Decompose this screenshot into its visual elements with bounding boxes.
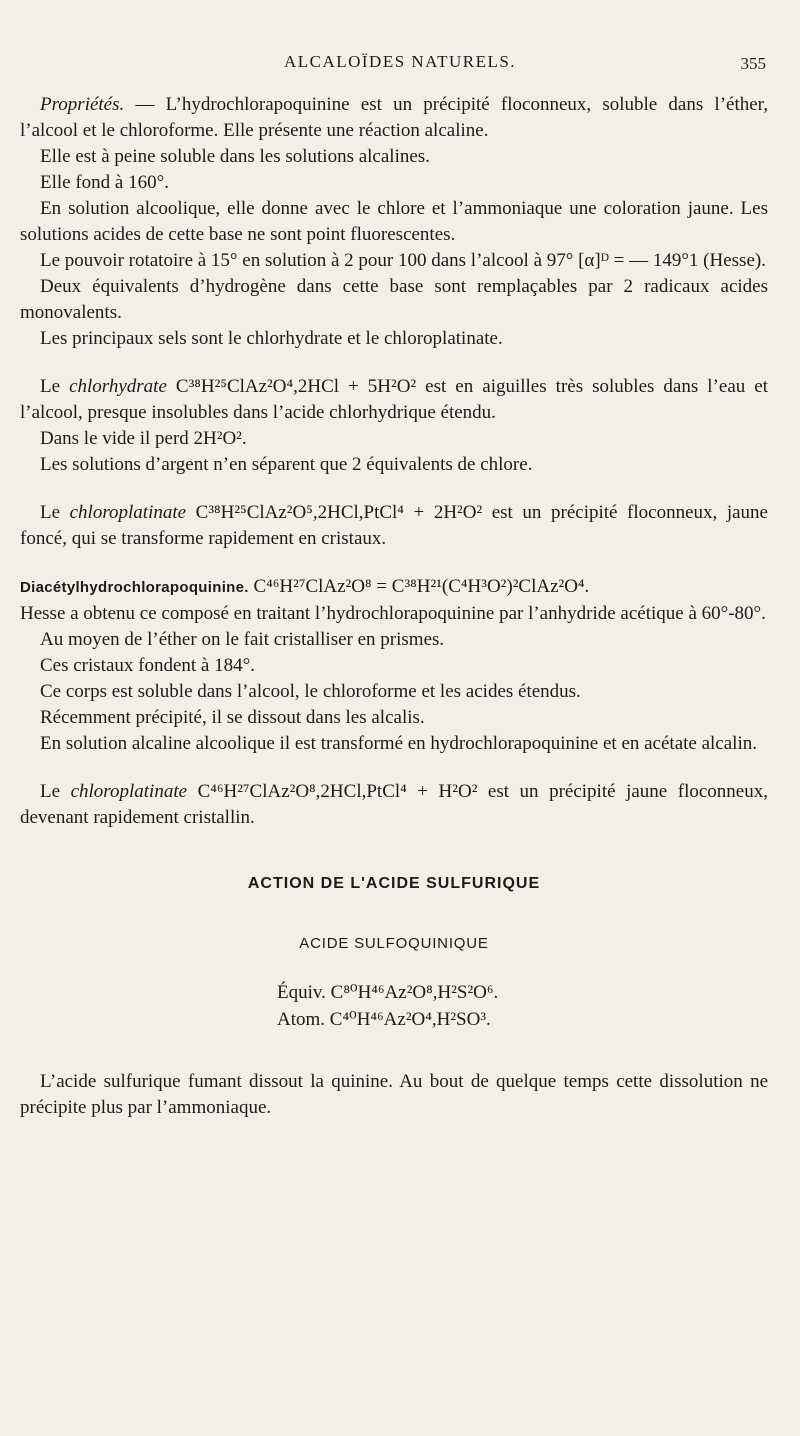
italic-term: chlorhydrate [69, 376, 167, 397]
paragraph [20, 452, 768, 478]
section-subheading: ACIDE SULFOQUINIQUE [299, 935, 489, 952]
section-heading: ACTION DE L'ACIDE SULFURIQUE [247, 875, 541, 892]
paragraph-text: Elle fond à 160°. [40, 172, 169, 193]
formula-block [277, 979, 768, 1033]
paragraph [20, 500, 768, 552]
paragraph [20, 705, 768, 731]
paragraph-text: Le [40, 502, 70, 523]
page-number: 355 [740, 54, 766, 73]
paragraph-text: Le [40, 781, 71, 802]
paragraph-text: Dans le vide il perd 2H²O². [40, 428, 247, 449]
paragraph-text: Elle est à peine soluble dans les solutions alcalines. [40, 146, 430, 167]
paragraph-text: En solution alcoolique, elle donne avec le chlore et l’ammoniaque une coloration jaune. Les solutions acides de cette base ne sont point fluorescentes. [20, 198, 768, 245]
paragraph [20, 679, 768, 705]
paragraph [20, 92, 768, 144]
formula-equivalent: Équiv. C⁸⁰H⁴⁶Az²O⁸,H²S²O⁶. [277, 982, 499, 1003]
paragraph-text: Le [40, 376, 70, 397]
paragraph [20, 248, 768, 274]
paragraph [20, 170, 768, 196]
paragraph-text: Les solutions d’argent n’en séparent que 2 équivalents de chlore. [40, 454, 533, 475]
running-head: ALCALOÏDES NATURELS. [283, 52, 517, 71]
paragraph [20, 601, 768, 627]
paragraph [20, 374, 768, 426]
paragraph-text: C³⁸H²⁵ClAz²O⁴,2HCl + 5H²O² est en aiguilles très solubles dans l’eau et l’alcool, presque insolubles dans l’acide chlorhydrique étendu. [20, 376, 768, 423]
paragraph-text: C⁴⁶H²⁷ClAz²O⁸,2HCl,PtCl⁴ + H²O² est un précipité jaune floconneux, devenant rapidement cristallin. [20, 781, 768, 828]
paragraph [20, 426, 768, 452]
page-header [0, 52, 800, 76]
paragraph-text: Récemment précipité, il se dissout dans les alcalis. [40, 707, 425, 728]
page-body [20, 92, 768, 1121]
paragraph-text: — L’hydrochlorapoquinine est un précipité floconneux, soluble dans l’éther, l’alcool et le chloroforme. Elle présente une réaction alcaline. [20, 94, 768, 141]
paragraph-text: En solution alcaline alcoolique il est transformé en hydrochlorapoquinine et en acétate alcalin. [40, 733, 757, 754]
paragraph [20, 144, 768, 170]
paragraph [20, 779, 768, 831]
paragraph-text: C³⁸H²⁵ClAz²O⁵,2HCl,PtCl⁴ + 2H²O² est un précipité floconneux, jaune foncé, qui se transforme rapidement en cristaux. [20, 502, 768, 549]
paragraph-text: C⁴⁶H²⁷ClAz²O⁸ = C³⁸H²¹(C⁴H³O²)²ClAz²O⁴. [248, 576, 590, 597]
italic-term: chloroplatinate [69, 502, 187, 523]
paragraph [20, 274, 768, 326]
paragraph [20, 731, 768, 757]
paragraph-text: Ce corps est soluble dans l’alcool, le chloroforme et les acides étendus. [40, 681, 581, 702]
paragraph [20, 326, 768, 352]
paragraph-list [20, 92, 768, 831]
italic-term: Propriétés. [40, 94, 125, 115]
paragraph-text: Deux équivalents d’hydrogène dans cette base sont remplaçables par 2 radicaux acides monovalents. [20, 276, 768, 323]
paragraph-text: Les principaux sels sont le chlorhydrate et le chloroplatinate. [40, 328, 503, 349]
paragraph [20, 627, 768, 653]
paragraph-text: Au moyen de l’éther on le fait cristalliser en prismes. [40, 629, 445, 650]
paragraph [20, 196, 768, 248]
italic-term: chloroplatinate [70, 781, 188, 802]
paragraph-text: Ces cristaux fondent à 184°. [40, 655, 255, 676]
closing-paragraph: L’acide sulfurique fumant dissout la quinine. Au bout de quelque temps cette dissolution ne précipite plus par l’ammoniaque. [20, 1071, 768, 1118]
paragraph [20, 574, 768, 601]
run-in-heading: Diacétylhydrochlorapoquinine. [20, 579, 249, 596]
paragraph-text: Le pouvoir rotatoire à 15° en solution à 2 pour 100 dans l’alcool à 97° [α]ᴰ = — 149°1 (Hesse). [40, 250, 766, 271]
paragraph [20, 653, 768, 679]
formula-atomic: Atom. C⁴⁰H⁴⁶Az²O⁴,H²SO³. [277, 1009, 491, 1030]
paragraph-text: Hesse a obtenu ce composé en traitant l’hydrochlorapoquinine par l’anhydride acétique à 60°-80°. [20, 603, 766, 624]
